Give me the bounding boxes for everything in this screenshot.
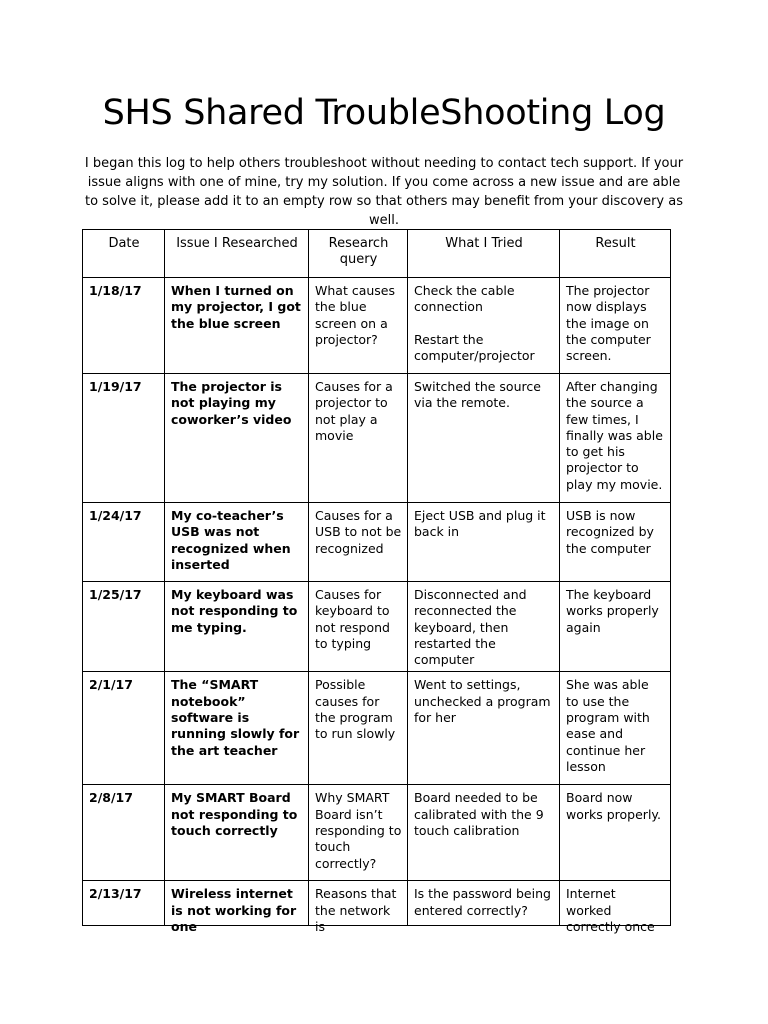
cell-issue: My keyboard was not responding to me typing. xyxy=(165,582,309,672)
cell-issue: The “SMART notebook” software is running slowly for the art teacher xyxy=(165,672,309,785)
cell-issue: My co-teacher’s USB was not recognized when inserted xyxy=(165,503,309,582)
cell-result-text: Internet worked correctly once xyxy=(566,886,655,935)
cell-result: USB is now recognized by the computer xyxy=(560,503,671,582)
cell-tried: Disconnected and reconnected the keyboard, then restarted the computer xyxy=(408,582,560,672)
cell-tried-text: Is the password being entered correctly? xyxy=(414,886,551,918)
table-row xyxy=(83,374,671,503)
table-header-row xyxy=(83,230,671,278)
header-date: Date xyxy=(83,230,165,278)
cell-query: What causes the blue screen on a projector? xyxy=(309,278,408,374)
page-title: SHS Shared TroubleShooting Log xyxy=(102,93,666,133)
table-row xyxy=(83,881,671,926)
cell-result: After changing the source a few times, I finally was able to get his projector to play my movie. xyxy=(560,374,671,503)
cell-date: 1/25/17 xyxy=(83,582,165,672)
troubleshooting-table xyxy=(82,229,671,935)
cell-query: Causes for a USB to not be recognized xyxy=(309,503,408,582)
header-query: Research query xyxy=(309,230,408,278)
table-row xyxy=(83,785,671,881)
cell-tried: Switched the source via the remote. xyxy=(408,374,560,503)
cell-query: Possible causes for the program to run slowly xyxy=(309,672,408,785)
cell-tried: Check the cable connection Restart the computer/projector xyxy=(408,278,560,374)
table-row xyxy=(83,278,671,374)
table-row xyxy=(83,503,671,582)
header-result: Result xyxy=(560,230,671,278)
cell-tried: Went to settings, unchecked a program for her xyxy=(408,672,560,785)
cell-tried: Eject USB and plug it back in xyxy=(408,503,560,582)
cell-tried: Board needed to be calibrated with the 9 touch calibration xyxy=(408,785,560,881)
cell-date: 1/24/17 xyxy=(83,503,165,582)
cell-result: She was able to use the program with ease and continue her lesson xyxy=(560,672,671,785)
cell-issue: When I turned on my projector, I got the blue screen xyxy=(165,278,309,374)
cell-issue: The projector is not playing my coworker’s video xyxy=(165,374,309,503)
cell-issue: My SMART Board not responding to touch correctly xyxy=(165,785,309,881)
table-row xyxy=(83,672,671,785)
cell-date xyxy=(83,881,165,926)
cell-date: 1/19/17 xyxy=(83,374,165,503)
cell-result: Board now works properly. xyxy=(560,785,671,881)
cell-query xyxy=(309,881,408,935)
cell-result: The keyboard works properly again xyxy=(560,582,671,672)
cell-result: The projector now displays the image on the computer screen. xyxy=(560,278,671,374)
cell-issue-text: Wireless internet is not working for one xyxy=(171,886,297,935)
cell-issue xyxy=(165,881,309,935)
cell-date: 1/18/17 xyxy=(83,278,165,374)
cell-query: Causes for a projector to not play a movie xyxy=(309,374,408,503)
cell-result xyxy=(560,881,671,935)
cell-date-text: 2/13/17 xyxy=(89,886,142,902)
cell-query: Causes for keyboard to not respond to typing xyxy=(309,582,408,672)
table-row xyxy=(83,582,671,672)
intro-paragraph: I began this log to help others troubleshoot without needing to contact tech support. If your issue aligns with one of mine, try my solution. If you come across a new issue and are able to solve it, please add it to an empty row so that others may benefit from your discovery as well. xyxy=(84,156,684,228)
header-tried: What I Tried xyxy=(408,230,560,278)
cell-query: Why SMART Board isn’t responding to touch correctly? xyxy=(309,785,408,881)
cell-date: 2/1/17 xyxy=(83,672,165,785)
header-issue: Issue I Researched xyxy=(165,230,309,278)
cell-query-text: Reasons that the network is xyxy=(315,886,397,935)
cell-date: 2/8/17 xyxy=(83,785,165,881)
cell-tried xyxy=(408,881,560,926)
